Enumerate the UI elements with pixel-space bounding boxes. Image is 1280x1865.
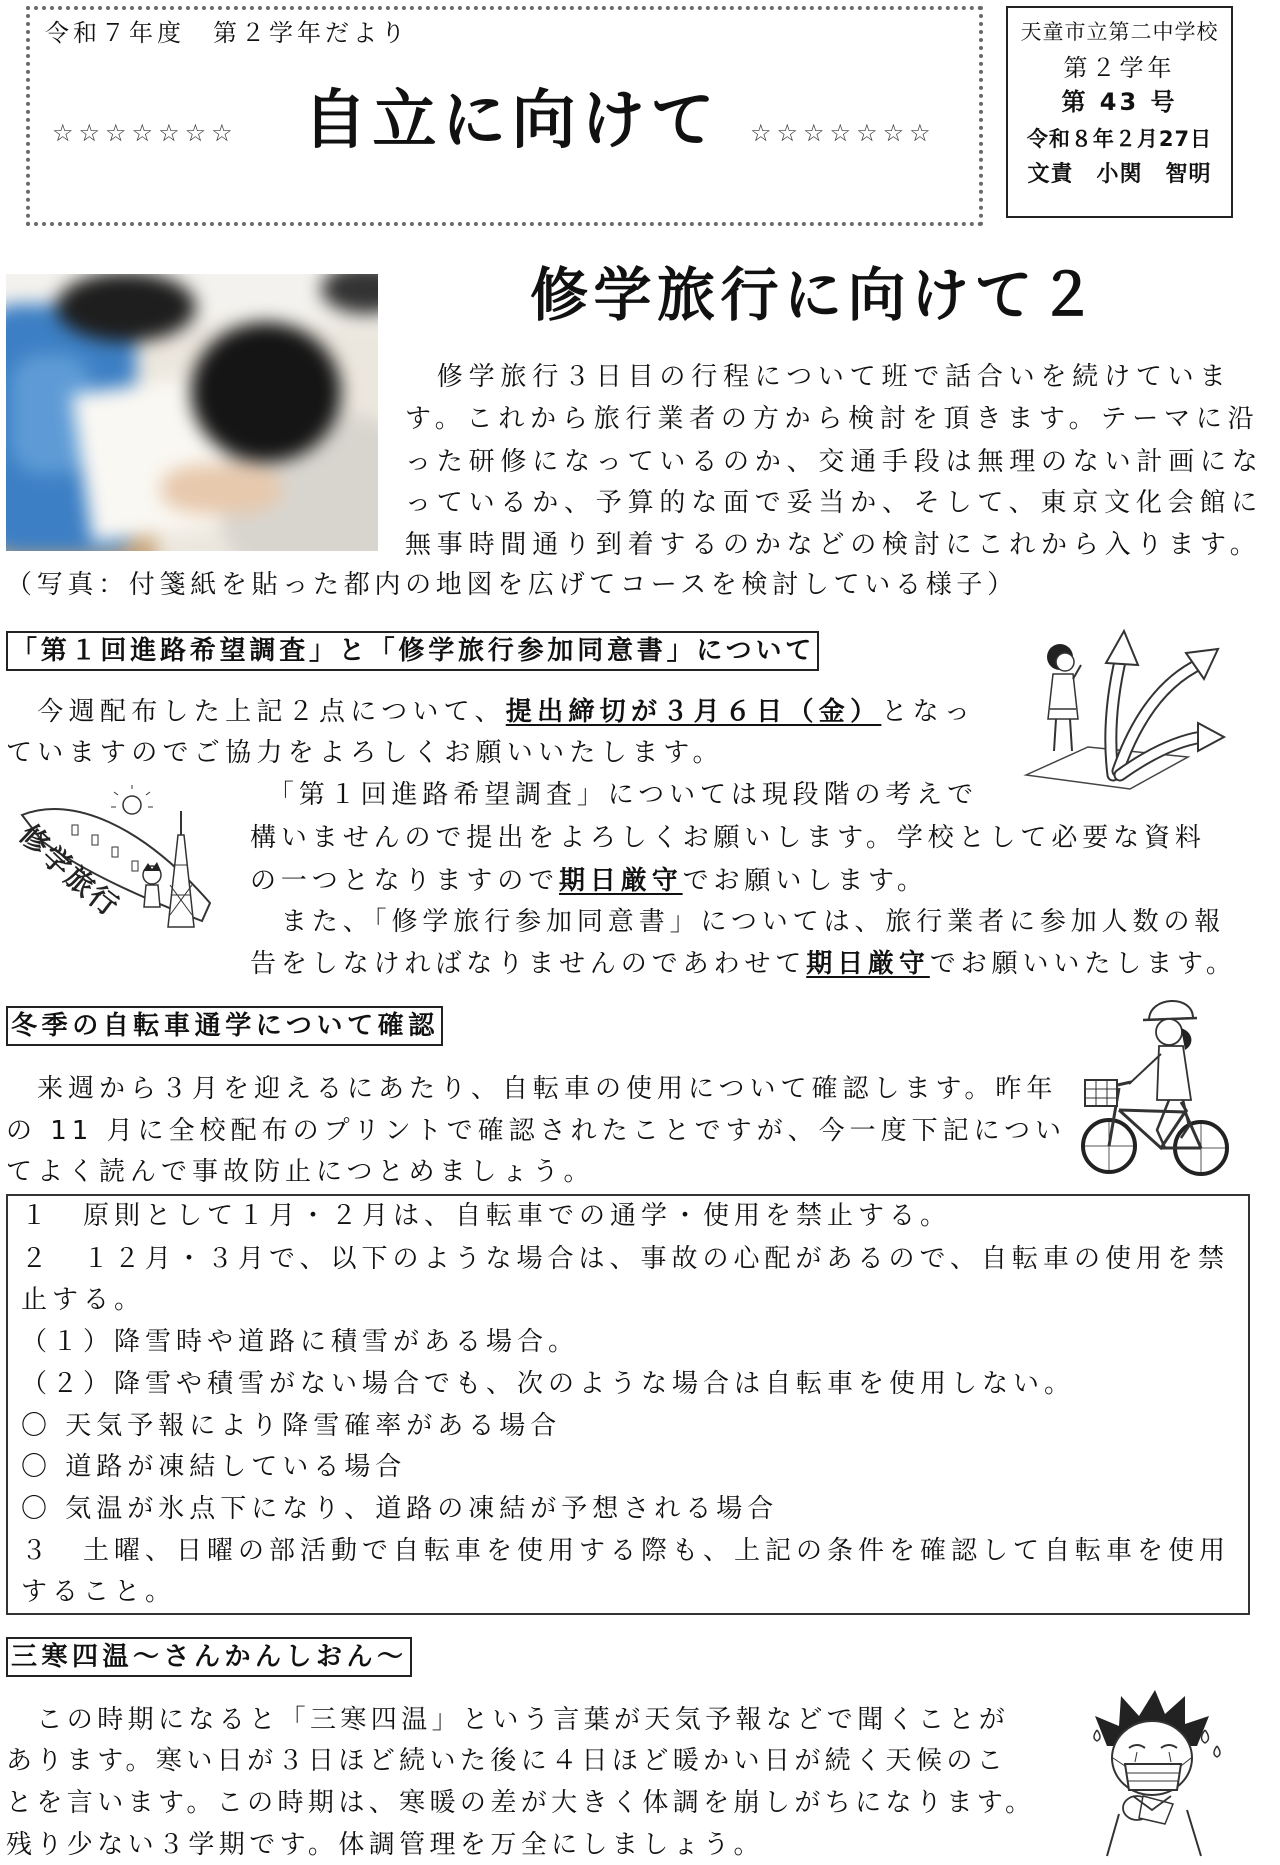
rule-line: 〇 道路が凍結している場合 bbox=[21, 1452, 407, 1482]
survey-line: また、「修学旅行参加同意書」については、旅行業者に参加人数の報 bbox=[250, 907, 1226, 937]
emphasis-text: 期日厳守 bbox=[806, 949, 930, 979]
rule-line: （２）降雪や積雪がない場合でも、次のような場合は自転車を使用しない。 bbox=[21, 1369, 1076, 1399]
rule-line: 〇 気温が氷点下になり、道路の凍結が予想される場合 bbox=[21, 1494, 779, 1524]
photo-hair-right bbox=[191, 322, 341, 462]
deadline-text: 提出締切が３月６日（金） bbox=[505, 697, 882, 727]
rule-line: １ 原則として１月・２月は、自転車での通学・使用を禁止する。 bbox=[21, 1201, 952, 1231]
trip-line: っているか、予算的な面で妥当か、そして、東京文化会館に bbox=[405, 488, 1264, 518]
rule-line: 止する。 bbox=[21, 1285, 146, 1315]
photo-caption: （写真：付箋紙を貼った都内の地図を広げてコースを検討している様子） bbox=[6, 570, 1018, 600]
rule-line: （１）降雪時や道路に積雪がある場合。 bbox=[21, 1327, 580, 1357]
sankan-line: 残り少ない３学期です。体調管理を万全にしましょう。 bbox=[6, 1830, 764, 1860]
sankan-heading: 三寒四温～さんかんしおん～ bbox=[6, 1637, 412, 1677]
survey-line: 構いませんので提出をよろしくお願いします。学校として必要な資料 bbox=[250, 823, 1206, 853]
bicycle-rider-illustration bbox=[1077, 988, 1232, 1178]
arrows bbox=[1106, 631, 1224, 775]
photo-blur-layer bbox=[6, 274, 378, 551]
trip-line: 無事時間通り到着するのかなどの検討にこれから入ります。 bbox=[405, 530, 1262, 560]
lettering-text: 修学旅行 bbox=[13, 818, 127, 925]
trip-line: った研修になっているのか、交通手段は無理のない計画にな bbox=[405, 447, 1264, 477]
sankan-line: とを言います。この時期は、寒暖の差が大きく体調を崩しがちになります。 bbox=[6, 1788, 1036, 1818]
rule-line: ２ １２月・３月で、以下のような場合は、事故の心配があるので、自転車の使用を禁 bbox=[21, 1244, 1229, 1274]
masked-person-illustration bbox=[1077, 1684, 1232, 1856]
trip-line: 修学旅行３日目の行程について班で話合いを続けていま bbox=[405, 362, 1232, 392]
girl-with-arrows-illustration bbox=[1018, 625, 1226, 791]
survey-heading: 「第１回進路希望調査」と「修学旅行参加同意書」について bbox=[6, 631, 819, 671]
survey-text: 告をしなければなりませんのであわせて bbox=[250, 949, 807, 979]
trip-title: 修学旅行に向けて２ bbox=[530, 261, 1102, 329]
emphasis-text: 期日厳守 bbox=[559, 866, 683, 896]
survey-text: でお願いします。 bbox=[682, 866, 928, 896]
survey-text: となっ bbox=[881, 697, 976, 727]
girl-figure bbox=[1047, 644, 1081, 751]
bicycle-icon bbox=[1083, 1080, 1227, 1174]
rule-line: ３ 土曜、日曜の部活動で自転車を使用する際も、上記の条件を確認して自転車を使用 bbox=[21, 1536, 1231, 1566]
survey-line bbox=[6, 696, 975, 728]
issue-date: 令和８年２月27日 bbox=[1026, 127, 1213, 151]
survey-line bbox=[250, 865, 928, 897]
author: 文責 小関 智明 bbox=[1027, 162, 1212, 187]
grade-label: 第２学年 bbox=[1063, 54, 1176, 82]
bicycle-line: の 11 月に全校配布のプリントで確認されたことですが、今一度下記につい bbox=[6, 1116, 1067, 1146]
stars-left: ☆☆☆☆☆☆☆ bbox=[52, 119, 238, 147]
photo-hair-left bbox=[56, 274, 196, 342]
sankan-line: この時期になると「三寒四温」という言葉が天気予報などで聞くことが bbox=[6, 1705, 1010, 1735]
sankan-line: あります。寒い日が３日ほど続いた後に４日ほど暖かい日が続く天候のこ bbox=[6, 1746, 1008, 1776]
survey-line: ていますのでご協力をよろしくお願いいたします。 bbox=[6, 738, 724, 768]
students-photo bbox=[6, 274, 378, 551]
survey-line bbox=[250, 948, 1237, 980]
rule-line: すること。 bbox=[21, 1577, 177, 1607]
survey-line: 「第１回進路希望調査」については現段階の考えで bbox=[250, 780, 979, 810]
photo-arm bbox=[161, 464, 281, 514]
bicycle-heading: 冬季の自転車通学について確認 bbox=[6, 1006, 443, 1046]
sun-icon bbox=[111, 785, 153, 814]
school-name: 天童市立第二中学校 bbox=[1020, 20, 1219, 44]
rule-line: 〇 天気予報により降雪確率がある場合 bbox=[21, 1411, 562, 1441]
issue-number: 第 43 号 bbox=[1061, 88, 1178, 116]
kid-figure bbox=[143, 862, 161, 907]
bicycle-line: 来週から３月を迎えるにあたり、自転車の使用について確認します。昨年 bbox=[6, 1074, 1058, 1104]
trip-line: す。これから旅行業者の方から検討を頂きます。テーマに沿 bbox=[405, 404, 1260, 434]
stars-right: ☆☆☆☆☆☆☆ bbox=[750, 119, 936, 147]
survey-text: でお願いいたします。 bbox=[929, 949, 1237, 979]
newsletter-title: 自立に向けて bbox=[303, 84, 720, 158]
school-trip-lettering-illustration bbox=[12, 785, 214, 940]
survey-text: の一つとなりますので bbox=[250, 866, 560, 896]
newsletter-subtitle: 令和７年度 第２学年だより bbox=[45, 19, 409, 47]
survey-text: 今週配布した上記２点について、 bbox=[6, 697, 506, 727]
bicycle-line: てよく読んで事故防止につとめましょう。 bbox=[6, 1157, 595, 1187]
